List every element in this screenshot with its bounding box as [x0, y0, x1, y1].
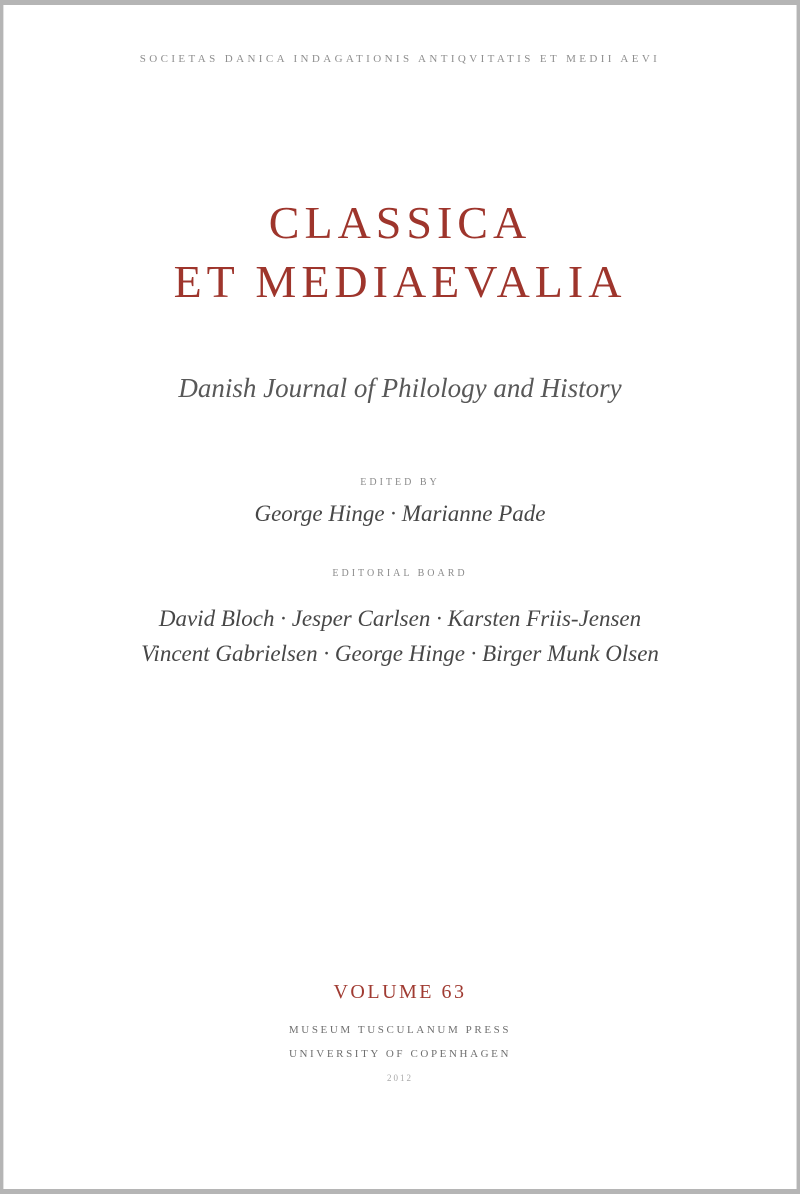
board-names-line2: Vincent Gabrielsen · George Hinge · Birger Munk Olsen: [141, 641, 659, 666]
editorial-board-label: EDITORIAL BOARD: [332, 568, 468, 579]
edited-by-label: EDITED BY: [360, 477, 440, 488]
publication-year: 2012: [387, 1073, 413, 1083]
journal-title: [4, 193, 796, 311]
publisher-name: MUSEUM TUSCULANUM PRESS: [288, 1024, 512, 1036]
volume-number: VOLUME 63: [333, 981, 467, 1003]
publisher-institution: UNIVERSITY OF COPENHAGEN: [288, 1048, 512, 1060]
board-names-line1: David Bloch · Jesper Carlsen · Karsten Friis-Jensen: [158, 606, 642, 631]
editorial-board-names: [4, 601, 796, 671]
journal-title-line2: ET MEDIAEVALIA: [173, 256, 627, 307]
journal-subtitle: Danish Journal of Philology and History: [178, 373, 622, 403]
editors-names: George Hinge · Marianne Pade: [254, 501, 546, 526]
journal-title-line1: CLASSICA: [268, 197, 532, 248]
society-name: SOCIETAS DANICA INDAGATIONIS ANTIQVITATIS ET MEDII AEVI: [139, 53, 661, 65]
title-page: [3, 5, 797, 1189]
